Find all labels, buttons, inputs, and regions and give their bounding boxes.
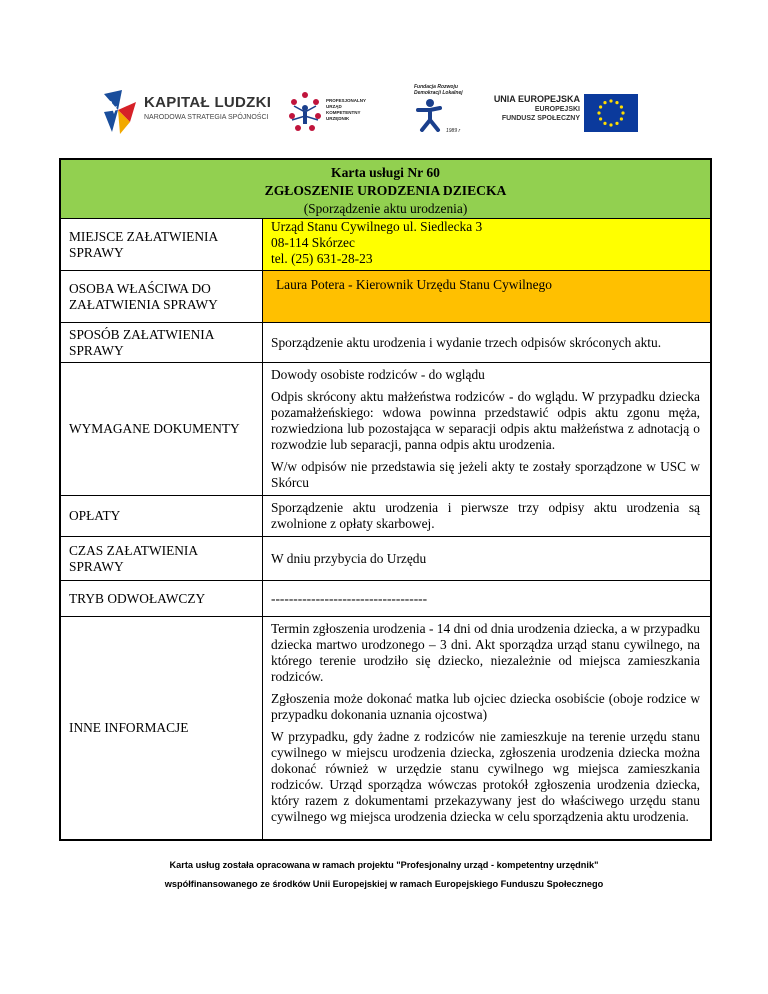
eu-flag-icon [584,94,638,132]
label-tryb: TRYB ODWOŁAWCZY [61,581,263,617]
fundacja-figure-icon [414,98,444,132]
profesjonalny-urzad-logo [288,90,388,138]
label-oplaty: OPŁATY [61,496,263,537]
value-tryb: ----------------------------------- [263,581,711,617]
value-miejsce [263,219,711,271]
people-circle-icon [288,90,322,134]
fundacja-logo [406,84,466,140]
row-sposob [61,323,711,363]
address-line: Urząd Stanu Cywilnego ul. Siedlecka 3 [271,219,483,234]
row-oplaty [61,496,711,537]
ue-title: UNIA EUROPEJSKA [493,94,580,104]
kapital-ludzki-logo [100,88,280,136]
label-inne: INNE INFORMACJE [61,617,263,840]
info-paragraph: Zgłoszenia może dokonać matka lub ojciec dziecka osobiście (oboje rodzice w przypadku dokonania uznania ojcostwa) [271,691,700,722]
doc-paragraph: W/w odpisów nie przedstawia się jeżeli akty te zostały sporządzone w USC w Skórcu [271,459,700,490]
card-subtitle: (Sporządzenie aktu urodzenia) [303,200,468,216]
footer-line-1: Karta usług została opracowana w ramach projektu "Profesjonalny urząd - kompetentny urzędnik" [169,860,599,870]
phone-line: tel. (25) 631-28-23 [271,251,373,266]
row-dokumenty [61,363,711,496]
service-card [59,158,712,841]
row-tryb [61,581,711,617]
fundacja-year: 1989 r [446,128,461,134]
profesjonalny-urzad-text: PROFESJONALNY URZĄD KOMPETENTNY URZĘDNIK [326,98,367,121]
footer-line-2: współfinansowanego ze środków Unii Europejskiej w ramach Europejskiego Funduszu Społecznego [164,879,604,889]
kapital-ludzki-subtitle: NARODOWA STRATEGIA SPÓJNOŚCI [144,114,269,121]
card-title: ZGŁOSZENIE URODZENIA DZIECKA [264,182,507,198]
ue-subtitle: EUROPEJSKI FUNDUSZ SPOŁECZNY [501,106,580,122]
card-number: Karta usługi Nr 60 [331,164,440,180]
value-czas: W dniu przybycia do Urzędu [263,537,711,581]
info-paragraph: W przypadku, gdy żadne z rodziców nie zamieszkuje na terenie urzędu stanu cywilnego w miejscu urodzenia dziecka, zgłoszenia urodzenia dziecka można dokonać również w urzędzie stanu cywilnego wg miejsca zamieszkania rodziców. Urząd sporządza wówczas protokół zgłoszenia urodzenia dziecka, który razem z dokumentami przekazywany jest do właściwego urzędu stanu cywilnego wg miejsca urodzenia dziecka w celu sporządzenia aktu urodzenia. [271,729,700,824]
value-dokumenty [263,363,711,496]
label-czas: CZAS ZAŁATWIENIA SPRAWY [61,537,263,581]
value-inne [263,617,711,840]
doc-paragraph: Odpis skrócony aktu małżeństwa rodziców - do wglądu. W przypadku dziecka pozamałżeńskiego: wdowa powinna przedstawić odpis aktu zgonu męża, rozwiedziona lub pozostająca w separacji odpis aktu małżeństwa z adnotacją o rozwodzie lub separacji, panna odpis aktu urodzenia. [271,389,700,452]
row-czas [61,537,711,581]
unia-europejska-logo [488,94,638,138]
fundacja-name: Fundacja Rozwoju Demokracji Lokalnej [414,84,463,96]
card-header-row [61,160,711,219]
card-header [61,160,711,219]
label-osoba: OSOBA WŁAŚCIWA DO ZAŁATWIENIA SPRAWY [61,271,263,323]
label-dokumenty: WYMAGANE DOKUMENTY [61,363,263,496]
row-miejsce [61,219,711,271]
value-sposob: Sporządzenie aktu urodzenia i wydanie trzech odpisów skróconych aktu. [263,323,711,363]
row-inne [61,617,711,840]
label-sposob: SPOSÓB ZAŁATWIENIA SPRAWY [61,323,263,363]
info-paragraph: Termin zgłoszenia urodzenia - 14 dni od dnia urodzenia dziecka, a w przypadku dziecka martwo urodzonego – 3 dni. Akt sporządza urząd stanu cywilnego, na którego terenie urodziło się dziecko, niezależnie od miejsca zamieszkania rodziców. [271,621,700,684]
value-oplaty: Sporządzenie aktu urodzenia i pierwsze trzy odpisy aktu urodzenia są zwolnione z opłaty skarbowej. [263,496,711,537]
kapital-ludzki-icon [100,88,138,136]
label-miejsce: MIEJSCE ZAŁATWIENIA SPRAWY [61,219,263,271]
logo-bar [0,80,768,150]
postal-line: 08-114 Skórzec [271,235,355,250]
doc-paragraph: Dowody osobiste rodziców - do wglądu [271,367,485,382]
kapital-ludzki-title: KAPITAŁ LUDZKI [144,94,272,111]
value-osoba: Laura Potera - Kierownik Urzędu Stanu Cywilnego [263,271,711,323]
row-osoba [61,271,711,323]
service-table [60,159,711,840]
